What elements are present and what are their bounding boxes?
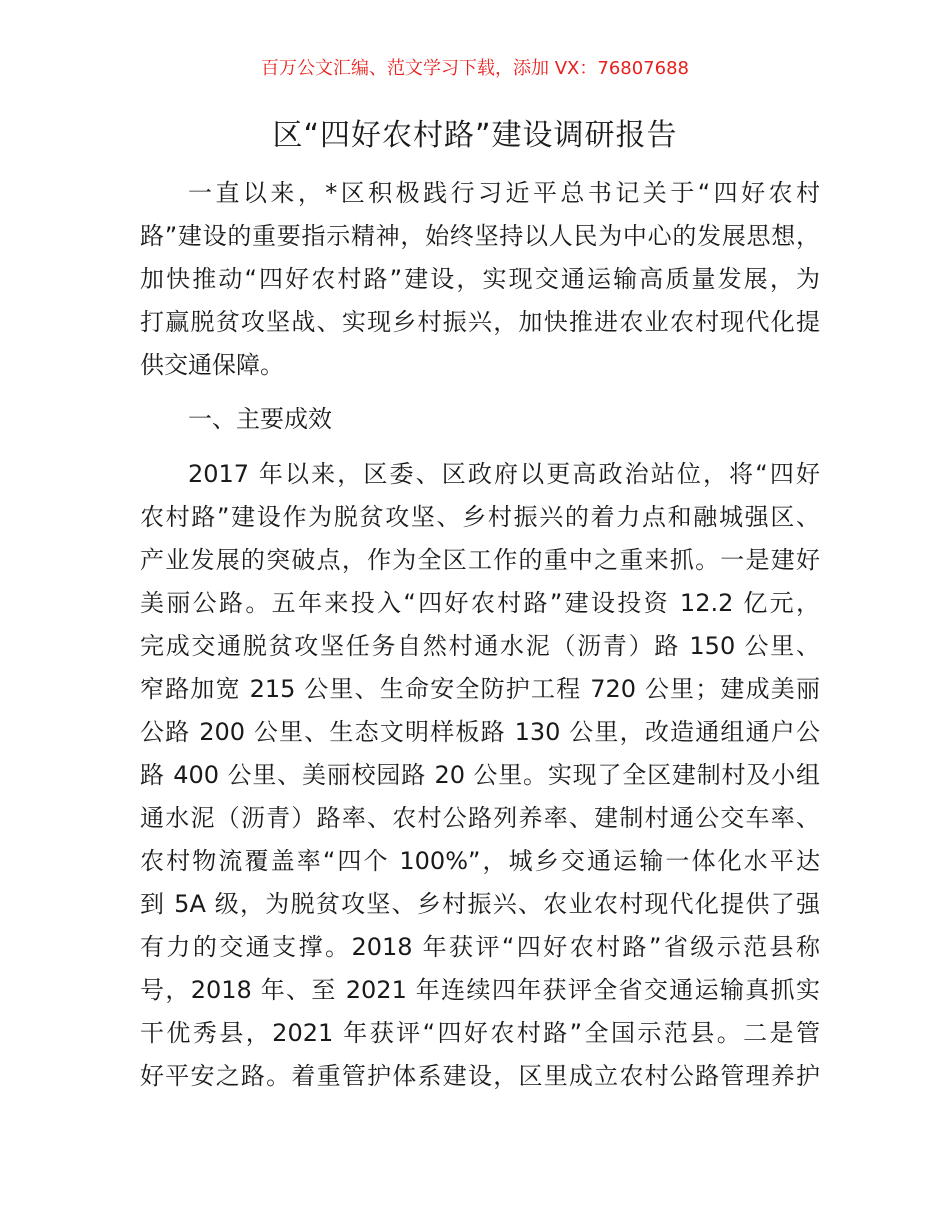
body-line: 农村路”建设作为脱贫攻坚、乡村振兴的着力点和融城强区、	[140, 503, 820, 531]
body-line: 号，2018 年、至 2021 年连续四年获评全省交通运输真抓实	[140, 976, 820, 1004]
intro-line: 路”建设的重要指示精神，始终坚持以人民为中心的发展思想，	[140, 222, 820, 250]
body-line: 农村物流覆盖率“四个 100%”，城乡交通运输一体化水平达	[140, 847, 820, 875]
watermark-banner: 百万公文汇编、范文学习下载，添加 VX：76807688	[261, 58, 689, 79]
body-line: 美丽公路。五年来投入“四好农村路”建设投资 12.2 亿元，	[140, 589, 820, 617]
body-line: 到 5A 级，为脱贫攻坚、乡村振兴、农业农村现代化提供了强	[140, 890, 820, 918]
body-line: 通水泥（沥青）路率、农村公路列养率、建制村通公交车率、	[140, 804, 820, 832]
intro-line: 供交通保障。	[140, 351, 284, 379]
body-line: 2017 年以来，区委、区政府以更高政治站位，将“四好	[188, 460, 820, 488]
body-line: 路 400 公里、美丽校园路 20 公里。实现了全区建制村及小组	[140, 761, 820, 789]
intro-line: 加快推动“四好农村路”建设，实现交通运输高质量发展，为	[140, 265, 820, 293]
body-line: 窄路加宽 215 公里、生命安全防护工程 720 公里；建成美丽	[140, 675, 820, 703]
intro-line: 一直以来，*区积极践行习近平总书记关于“四好农村	[188, 179, 820, 207]
document-title: 区“四好农村路”建设调研报告	[272, 118, 678, 153]
body-line: 干优秀县，2021 年获评“四好农村路”全国示范县。二是管	[140, 1019, 820, 1047]
body-line: 产业发展的突破点，作为全区工作的重中之重来抓。一是建好	[140, 546, 820, 574]
intro-line: 打赢脱贫攻坚战、实现乡村振兴，加快推进农业农村现代化提	[140, 308, 820, 336]
body-line: 完成交通脱贫攻坚任务自然村通水泥（沥青）路 150 公里、	[140, 632, 820, 660]
section-heading: 一、主要成效	[188, 405, 332, 433]
body-line: 好平安之路。着重管护体系建设，区里成立农村公路管理养护	[140, 1062, 820, 1090]
body-line: 有力的交通支撑。2018 年获评“四好农村路”省级示范县称	[140, 933, 820, 961]
body-line: 公路 200 公里、生态文明样板路 130 公里，改造通组通户公	[140, 718, 820, 746]
